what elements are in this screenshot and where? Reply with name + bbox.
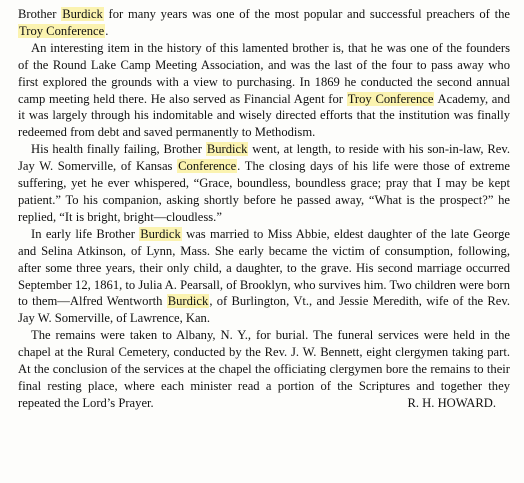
highlighted-term: Burdick xyxy=(62,7,103,21)
highlighted-term: Burdick xyxy=(167,294,209,309)
paragraph-4 xyxy=(18,226,510,327)
text-run: In early life Brother xyxy=(31,226,140,241)
paragraph-5 xyxy=(18,327,510,412)
text-run: Brother xyxy=(18,7,62,21)
text-run: for many years was one of the most popular and successful preachers of the xyxy=(103,7,511,21)
highlighted-term: Burdick xyxy=(140,226,181,241)
highlighted-term: Troy Conference xyxy=(347,91,434,106)
paragraph-1 xyxy=(18,6,510,40)
text-run: , of Burlington, Vt., and Jessie Meredith, wife of the Rev. Jay W. Somerville, of Lawrence, Kan. xyxy=(18,294,510,326)
highlighted-term: Conference xyxy=(178,159,237,174)
text-run: . xyxy=(105,23,109,38)
text-run: The remains were taken to Albany, N. Y., for burial. The funeral services were held in the chapel at the Rural Cemetery, conducted by the Rev. J. W. Bennett, eight clergymen taking part. At the conclusion of the services at the chapel the officiating clergymen bore the remains to their final resting place, where each minister read a portion of the Scriptures and together they repeated the Lord’s Prayer. xyxy=(18,328,510,410)
text-run: Academy, and it was largely through his indomitable and wisely directed efforts that the institution was finally redeemed from debt and saved permanently to Methodism. xyxy=(18,91,510,140)
highlighted-term: Burdick xyxy=(206,142,248,157)
author-signature: R. H. HOWARD. xyxy=(407,395,496,410)
text-run: An interesting item in the history of this lamented brother is, that he was one of the founders of the Round Lake Camp Meeting Association, and was the last of the four to pass away who first explored the grounds with a view to purchasing. In 1869 he conducted the second annual camp meeting held there. He also served as Financial Agent for xyxy=(18,40,510,106)
highlighted-term: Troy Conference xyxy=(19,23,105,38)
text-run: . The closing days of his life were those of extreme suffering, yet he ever whispered, “Grace, boundless, boundless grace; pray that I may be kept patient.” To his companion, asking shortly before he passed away, “What is the prospect?” he replied, “It is bright, bright—cloudless.” xyxy=(18,159,510,224)
text-run: was married to Miss Abbie, eldest daughter of the late George and Selina Atkinson, of Lynn, Mass. She early became the victim of consumption, following, after some three years, their only child, a daughter, to the grave. His second marriage occurred September 12, 1861, to Julia A. Pearsall, of Brooklyn, who survives him. Two children were born to them—Alfred Wentworth xyxy=(18,226,510,309)
text-run: His health finally failing, Brother xyxy=(31,142,206,157)
paragraph-2 xyxy=(18,40,510,141)
article-body xyxy=(18,6,510,412)
text-run: went, at length, to reside with his son-in-law, Rev. Jay W. Somerville, of Kansas xyxy=(18,142,510,174)
paragraph-3 xyxy=(18,141,510,226)
